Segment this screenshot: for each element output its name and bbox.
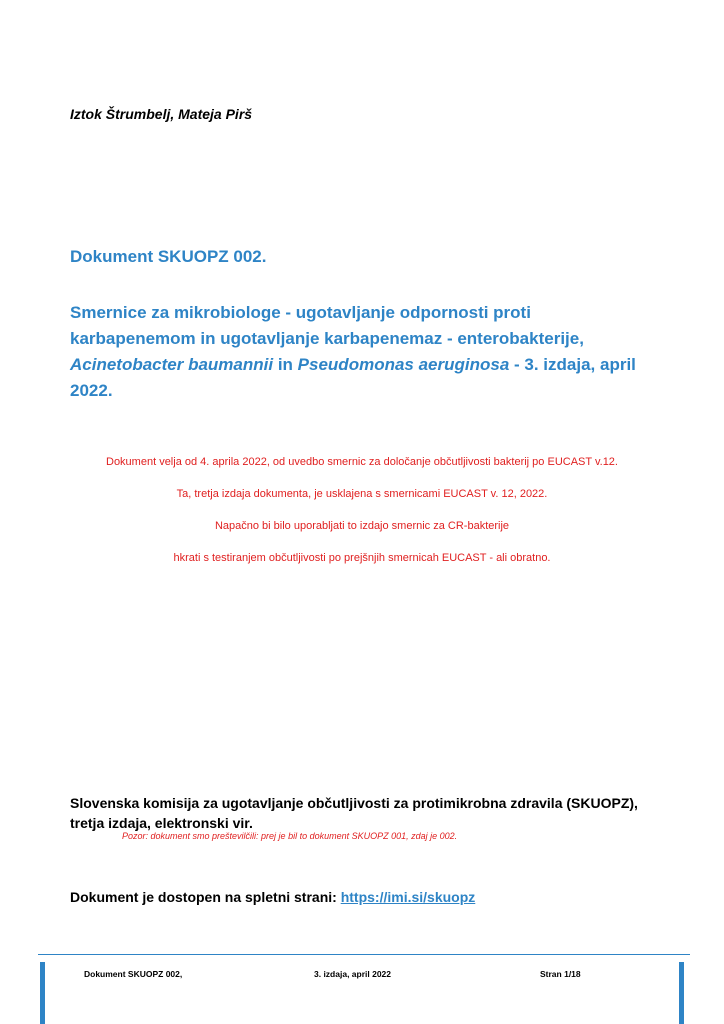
title-part-2: in [273,355,298,374]
footer-right-bar [679,962,684,1024]
document-title [70,300,660,404]
availability-label: Dokument je dostopen na spletni strani: [70,889,341,905]
title-part-3: - 3. izdaja, april 2022. [70,355,636,400]
footer-divider [38,954,690,955]
footer-page-number: Stran 1/18 [540,969,581,979]
footer-document: Dokument SKUOPZ 002, [84,969,183,979]
document-id: Dokument SKUOPZ 002. [70,247,267,266]
renumbering-warning: Pozor: dokument smo preštevilčili: prej je bil to dokument SKUOPZ 001, zdaj je 002. [122,831,458,841]
availability-line [70,889,475,905]
title-organism-2: Pseudomonas aeruginosa [297,355,510,374]
eucast-alignment-notice: Ta, tretja izdaja dokumenta, je usklajena s smernicami EUCAST v. 12, 2022. [176,488,548,500]
commission-citation: Slovenska komisija za ugotavljanje občutljivosti za protimikrobna zdravila (SKUOPZ), tretja izdaja, elektronski vir. [70,795,638,831]
title-organism-1: Acinetobacter baumannii [70,355,274,374]
usage-warning-line-1: Napačno bi bilo uporabljati to izdajo smernic za CR-bakterije [214,520,510,532]
footer-edition: 3. izdaja, april 2022 [314,969,392,979]
authors: Iztok Štrumbelj, Mateja Pirš [70,106,253,122]
footer-left-bar [40,962,45,1024]
validity-notice: Dokument velja od 4. aprila 2022, od uvedbo smernic za določanje občutljivosti bakterij po EUCAST v.12. [106,456,618,468]
usage-warning-line-2: hkrati s testiranjem občutljivosti po prejšnjih smernicah EUCAST - ali obratno. [173,552,551,564]
website-link[interactable]: https://imi.si/skuopz [340,889,476,905]
title-part-1: Smernice za mikrobiologe - ugotavljanje odpornosti proti karbapenemom in ugotavljanje karbapenemaz - enterobakterije, [70,303,584,348]
